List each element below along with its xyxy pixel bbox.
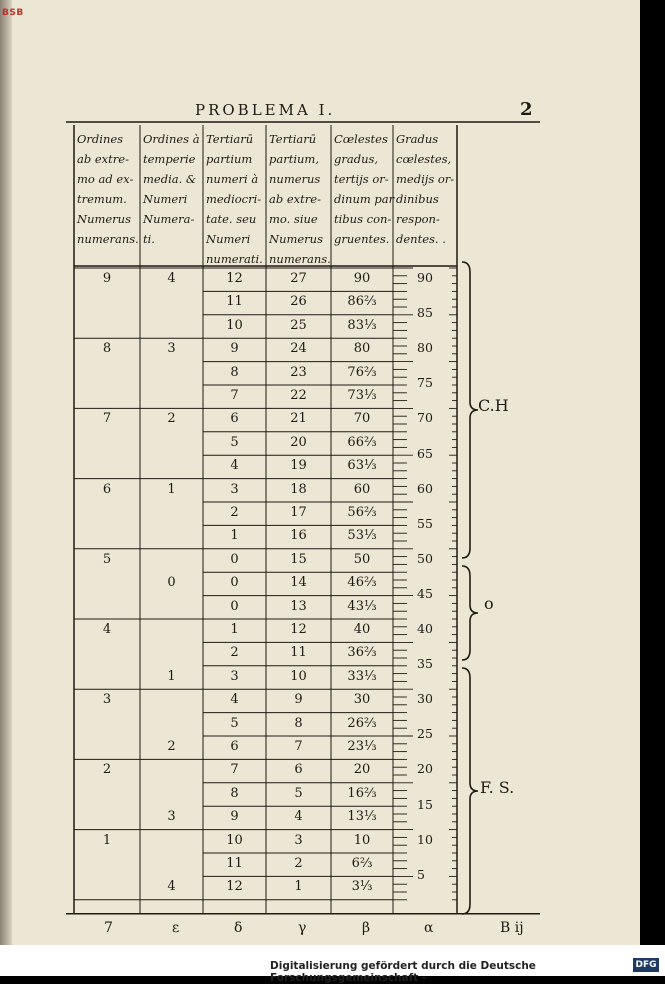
tertiarum-numerati-value: 11	[226, 294, 243, 310]
ordines-temperie-value: 1	[167, 481, 176, 497]
gradus-label: 55	[417, 515, 433, 531]
ordines-temperie-value: 3	[167, 809, 176, 825]
ordines-extremo-value: 7	[102, 411, 112, 427]
tertiarum-numerati-value: 9	[230, 341, 239, 357]
coelestes-gradus-value: 20	[353, 762, 371, 778]
tertiarum-numerati-value: 6	[230, 739, 239, 754]
column-header-line: mo. siue	[269, 212, 318, 226]
tertiarum-numerans-value: 4	[294, 809, 303, 825]
column-header-line: numeri à	[206, 172, 259, 186]
page-number: 2	[520, 99, 533, 120]
coelestes-gradus-value: 56⅔	[347, 505, 377, 520]
tertiarum-numerans-value: 2	[294, 856, 303, 871]
coelestes-gradus-value: 16⅔	[347, 785, 377, 801]
coelestes-gradus-value: 90	[353, 271, 371, 286]
coelestes-gradus-value: 86⅔	[347, 294, 377, 310]
column-header-line: partium,	[269, 152, 319, 166]
tertiarum-numerati-value: 2	[230, 505, 239, 520]
tertiarum-numerati-value: 1	[230, 622, 239, 637]
tertiarum-numerati-value: 7	[230, 762, 239, 778]
zone-label-upper: C.H	[478, 396, 509, 415]
gradus-label: 45	[417, 585, 433, 601]
column-header-line: respon-	[396, 212, 440, 226]
coelestes-gradus-value: 43⅓	[347, 598, 377, 614]
ordines-extremo-value: 8	[102, 341, 112, 357]
library-stamp: BSB	[2, 8, 24, 18]
tertiarum-numerans-value: 16	[290, 528, 307, 544]
tertiarum-numerans-value: 3	[294, 832, 303, 848]
gradus-label: 25	[417, 726, 433, 742]
coelestes-gradus-value: 40	[353, 622, 371, 637]
coelestes-gradus-value: 3⅓	[351, 879, 373, 895]
column-header-line: Ordines à	[143, 132, 200, 146]
bottom-signature: α	[424, 920, 434, 936]
tertiarum-numerans-value: 26	[290, 294, 307, 310]
tertiarum-numerans-value: 18	[290, 481, 307, 497]
dfg-logo: DFG	[633, 958, 659, 972]
coelestes-gradus-value: 36⅔	[347, 645, 377, 661]
coelestes-gradus-value: 60	[353, 481, 371, 497]
column-header-line: dentes. .	[396, 232, 446, 246]
tertiarum-numerans-value: 24	[290, 341, 307, 357]
bottom-signature: δ	[234, 920, 243, 936]
tertiarum-numerans-value: 11	[290, 645, 307, 661]
tertiarum-numerans-value: 5	[294, 785, 303, 801]
coelestes-gradus-value: 6⅔	[351, 856, 373, 871]
tertiarum-numerati-value: 12	[226, 271, 243, 286]
tertiarum-numerans-value: 21	[290, 411, 307, 427]
tertiarum-numerati-value: 10	[226, 832, 243, 848]
gradus-label: 20	[417, 761, 433, 777]
tertiarum-numerans-value: 15	[290, 551, 307, 567]
column-header-line: Tertiarū	[206, 132, 254, 146]
column-header	[143, 129, 200, 249]
coelestes-gradus-value: 70	[353, 411, 371, 427]
coelestes-gradus-value: 76⅔	[347, 364, 377, 380]
ordines-extremo-value: 4	[102, 622, 112, 637]
tertiarum-numerati-value: 10	[226, 317, 243, 333]
column-header-line: Numerus	[269, 232, 323, 246]
column-header	[269, 129, 331, 269]
column-header-line: Gradus	[396, 132, 439, 146]
column-header	[396, 129, 454, 249]
tertiarum-numerati-value: 0	[230, 598, 239, 614]
tertiarum-numerati-value: 11	[226, 856, 243, 871]
tertiarum-numerans-value: 14	[290, 575, 307, 591]
coelestes-gradus-value: 66⅔	[347, 434, 377, 450]
tertiarum-numerati-value: 7	[230, 388, 239, 403]
tertiarum-numerans-value: 13	[290, 598, 307, 614]
column-header-line: partium	[206, 152, 253, 166]
column-header-line: dinibus	[396, 192, 439, 206]
bottom-signature: 7	[104, 920, 113, 936]
column-header-line: numerans.	[77, 232, 139, 246]
gradus-label: 10	[417, 831, 433, 847]
column-header-line: ti.	[143, 232, 155, 246]
tertiarum-numerati-value: 12	[226, 879, 243, 895]
column-header-line: ab extre-	[269, 192, 321, 206]
ordines-temperie-value: 2	[167, 739, 176, 754]
column-header-line: media. &	[143, 172, 197, 186]
coelestes-gradus-value: 33⅓	[347, 668, 377, 684]
column-header-line: numerati.	[206, 252, 263, 266]
column-header-line: Cœlestes	[334, 132, 388, 146]
brace-upper	[462, 262, 478, 558]
column-header-line: Numeri	[143, 192, 188, 206]
column-header	[77, 129, 139, 249]
gradus-label: 65	[417, 445, 433, 461]
column-header	[334, 129, 394, 249]
tertiarum-numerans-value: 27	[290, 271, 307, 286]
coelestes-gradus-value: 46⅔	[347, 575, 377, 591]
bottom-signature: β	[362, 920, 371, 936]
ordines-temperie-value: 4	[167, 271, 176, 286]
ordines-extremo-value: 9	[102, 271, 112, 286]
tertiarum-numerati-value: 3	[230, 481, 239, 497]
ordines-temperie-value: 3	[167, 341, 176, 357]
ordines-temperie-value: 4	[167, 879, 176, 895]
tertiarum-numerati-value: 0	[230, 575, 239, 591]
coelestes-gradus-value: 10	[353, 832, 371, 848]
coelestes-gradus-value: 73⅓	[347, 388, 377, 403]
gradus-label: 60	[417, 480, 433, 496]
ordines-temperie-value: 0	[167, 575, 176, 591]
gradus-label: 70	[417, 410, 433, 426]
tertiarum-numerati-value: 8	[230, 364, 239, 380]
tertiarum-numerans-value: 20	[290, 434, 307, 450]
gradus-label: 15	[417, 796, 433, 812]
column-header-line: gradus,	[334, 152, 379, 166]
tertiarum-numerans-value: 12	[290, 622, 307, 637]
coelestes-gradus-value: 53⅓	[347, 528, 377, 544]
coelestes-gradus-value: 83⅓	[347, 317, 377, 333]
coelestes-gradus-value: 30	[353, 692, 371, 708]
column-header-line: ab extre-	[77, 152, 129, 166]
tertiarum-numerans-value: 9	[294, 692, 303, 708]
gradus-label: 90	[417, 270, 433, 285]
tertiarum-numerans-value: 6	[294, 762, 303, 778]
column-header-line: mediocri-	[206, 192, 262, 206]
tertiarum-numerati-value: 4	[230, 458, 239, 474]
gradus-label: 85	[417, 305, 433, 321]
running-head: PROBLEMA I.	[195, 101, 336, 119]
column-header-line: gruentes.	[334, 232, 390, 246]
column-header-line: temperie	[143, 152, 196, 166]
tertiarum-numerati-value: 9	[230, 809, 239, 825]
column-header-line: numerus	[269, 172, 321, 186]
ordines-extremo-value: 2	[102, 762, 112, 778]
ordines-extremo-value: 5	[102, 551, 112, 567]
ordines-extremo-value: 3	[102, 692, 112, 708]
column-header-line: cœlestes,	[396, 152, 452, 166]
bottom-signature: ε	[172, 920, 180, 936]
ordines-temperie-value: 1	[167, 668, 176, 684]
tertiarum-numerati-value: 4	[230, 692, 239, 708]
zone-label-middle: o	[484, 594, 494, 613]
footer-credit: Digitalisierung gefördert durch die Deutsche Forschungsgemeinschaft -	[270, 960, 536, 984]
gradus-label: 50	[417, 550, 433, 566]
tertiarum-numerans-value: 7	[294, 739, 303, 754]
column-header-line: Ordines	[77, 132, 124, 146]
tertiarum-numerans-value: 25	[290, 317, 307, 333]
column-header-line: Tertiarū	[269, 132, 317, 146]
brace-lower	[462, 668, 478, 914]
tertiarum-numerans-value: 8	[294, 715, 303, 731]
column-header	[206, 129, 263, 269]
tertiarum-numerans-value: 10	[290, 668, 307, 684]
tertiarum-numerati-value: 3	[230, 668, 239, 684]
tertiarum-numerans-value: 1	[294, 879, 303, 895]
column-header-line: tate. seu	[206, 212, 257, 226]
tertiarum-numerati-value: 6	[230, 411, 239, 427]
column-header-line: medijs or-	[396, 172, 455, 186]
coelestes-gradus-value: 80	[353, 341, 371, 357]
column-header-line: Numera-	[143, 212, 195, 226]
column-header-line: tibus con-	[334, 212, 392, 226]
ordines-extremo-value: 1	[102, 832, 112, 848]
column-header-line: dinum par	[334, 192, 395, 206]
tertiarum-numerans-value: 17	[290, 505, 307, 520]
coelestes-gradus-value: 26⅔	[347, 715, 377, 731]
tertiarum-numerati-value: 0	[230, 551, 239, 567]
tertiarum-numerati-value: 5	[230, 715, 239, 731]
tertiarum-numerans-value: 23	[290, 364, 307, 380]
gradus-label: 5	[417, 866, 425, 882]
tertiarum-numerati-value: 5	[230, 434, 239, 450]
ordines-temperie-value: 2	[167, 411, 176, 427]
zone-label-lower: F. S.	[480, 778, 515, 797]
coelestes-gradus-value: 13⅓	[347, 809, 377, 825]
gradus-label: 30	[417, 691, 433, 707]
tertiarum-numerans-value: 22	[290, 388, 307, 403]
tertiarum-numerans-value: 19	[290, 458, 307, 474]
column-header-line: Numeri	[206, 232, 251, 246]
bottom-signature: γ	[298, 920, 307, 936]
coelestes-gradus-value: 63⅓	[347, 458, 377, 474]
column-header-line: numerans.	[269, 252, 331, 266]
coelestes-gradus-value: 23⅓	[347, 739, 377, 754]
brace-middle	[462, 566, 478, 660]
column-header-line: mo ad ex-	[77, 172, 134, 186]
gradus-label: 75	[417, 375, 433, 391]
column-header-line: tertijs or-	[334, 172, 389, 186]
tertiarum-numerati-value: 8	[230, 785, 239, 801]
bottom-signature: B ij	[500, 920, 524, 936]
column-header-line: Numerus	[77, 212, 131, 226]
gradus-label: 35	[417, 656, 433, 672]
column-header-line: tremum.	[77, 192, 127, 206]
tertiarum-numerati-value: 1	[230, 528, 239, 544]
ordines-extremo-value: 6	[102, 481, 112, 497]
gradus-label: 80	[417, 340, 433, 356]
coelestes-gradus-value: 50	[353, 551, 371, 567]
gradus-label: 40	[417, 621, 433, 636]
tertiarum-numerati-value: 2	[230, 645, 239, 661]
